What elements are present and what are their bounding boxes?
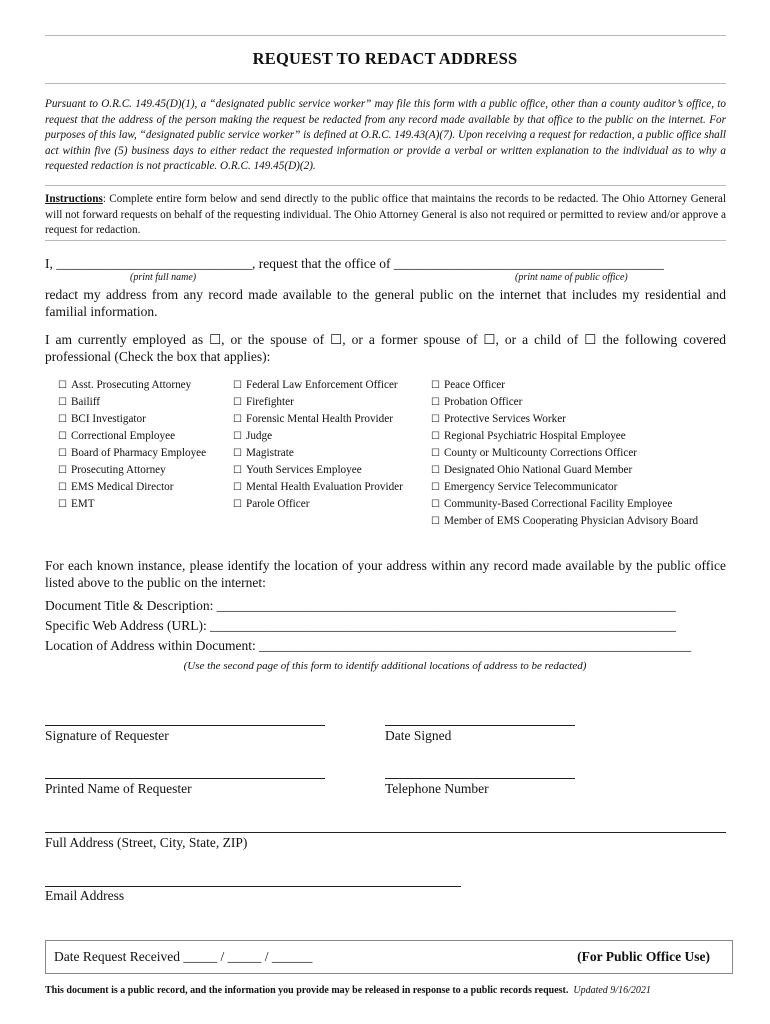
public-record-notice: This document is a public record, and the information you provide may be released in response to a public records request.	[45, 985, 569, 996]
checkbox[interactable]: ☐	[233, 380, 242, 391]
checkbox[interactable]: ☐	[431, 465, 440, 476]
checkbox[interactable]: ☐	[233, 414, 242, 425]
profession-option[interactable]: ☐ Regional Psychiatric Hospital Employee	[431, 430, 626, 442]
profession-option[interactable]: ☐ Mental Health Evaluation Provider	[233, 481, 403, 493]
profession-option[interactable]: ☐ Protective Services Worker	[431, 413, 566, 425]
checkbox[interactable]: ☐	[58, 448, 67, 459]
printed-name-line[interactable]	[45, 778, 325, 779]
checkbox[interactable]: ☐	[233, 448, 242, 459]
profession-column-2	[233, 377, 403, 513]
profession-option[interactable]: ☐ Probation Officer	[431, 396, 523, 408]
profession-option[interactable]: ☐ Parole Officer	[233, 498, 310, 510]
profession-option[interactable]: ☐ BCI Investigator	[58, 413, 146, 425]
profession-option[interactable]: ☐ Asst. Prosecuting Attorney	[58, 379, 192, 391]
date-signed-line[interactable]	[385, 725, 575, 726]
hint-office-name: (print name of public office)	[515, 272, 628, 283]
form-title: REQUEST TO REDACT ADDRESS	[252, 49, 518, 68]
profession-option[interactable]: ☐ EMT	[58, 498, 95, 510]
signature-line[interactable]	[45, 725, 325, 726]
checkbox[interactable]: ☐	[233, 465, 242, 476]
date-signed-label: Date Signed	[385, 728, 452, 743]
date-received-field[interactable]: Date Request Received _____ / _____ / ______	[54, 949, 313, 964]
location-note: (Use the second page of this form to identify additional locations of address to be redacted)	[183, 660, 587, 672]
request-line[interactable]: I, _____________________________, request that the office of ________________________________________	[45, 256, 664, 271]
profession-option[interactable]: ☐ Forensic Mental Health Provider	[233, 413, 393, 425]
hint-full-name: (print full name)	[130, 272, 197, 283]
checkbox[interactable]: ☐	[58, 380, 67, 391]
profession-option[interactable]: ☐ Judge	[233, 430, 273, 442]
checkbox[interactable]: ☐	[58, 482, 67, 493]
profession-option[interactable]: ☐ Youth Services Employee	[233, 464, 362, 476]
instructions-label: Instructions	[45, 193, 103, 205]
footer	[45, 985, 726, 996]
checkbox[interactable]: ☐	[233, 482, 242, 493]
printed-name-label: Printed Name of Requester	[45, 781, 192, 796]
profession-option[interactable]: ☐ Federal Law Enforcement Officer	[233, 379, 398, 391]
address-location-field[interactable]: Location of Address within Document: ________________________________________________________________	[45, 638, 692, 653]
instructions-paragraph	[45, 192, 726, 239]
checkbox[interactable]: ☐	[58, 465, 67, 476]
checkbox[interactable]: ☐	[431, 448, 440, 459]
checkbox[interactable]: ☐	[58, 431, 67, 442]
profession-option[interactable]: ☐ Magistrate	[233, 447, 294, 459]
checkbox[interactable]: ☐	[431, 397, 440, 408]
checkbox[interactable]: ☐	[233, 499, 242, 510]
telephone-line[interactable]	[385, 778, 575, 779]
updated-date: Updated 9/16/2021	[573, 985, 651, 996]
profession-option[interactable]: ☐ Community-Based Correctional Facility Employee	[431, 498, 673, 510]
signature-label: Signature of Requester	[45, 728, 169, 743]
instructions-rule	[45, 240, 726, 241]
location-intro: For each known instance, please identify the location of your address within any record made available by the public office listed above to the public on the internet:	[45, 558, 726, 590]
intro-paragraph: Pursuant to O.R.C. 149.45(D)(1), a “designated public service worker” may file this form with a public office, other than a county auditor’s office, to request that the address of the person making the request be redacted from any record made available by that office to the public on the internet. For purposes of this law, “designated public service worker” is defined at O.R.C. 149.43(A)(7). Upon receiving a request for redaction, a public office shall act within five (5) business days to either redact the requested information or provide a verbal or written explanation to the individual as to why a requested redaction is not practicable. O.R.C. 149.45(D)(2).	[45, 98, 726, 173]
profession-option[interactable]: ☐ EMS Medical Director	[58, 481, 174, 493]
intro-rule	[45, 185, 726, 186]
full-address-label: Full Address (Street, City, State, ZIP)	[45, 835, 248, 850]
employment-paragraph: I am currently employed as ☐, or the spouse of ☐, or a former spouse of ☐, or a child of ☐ the following covered professional (Check the box that applies):	[45, 332, 726, 364]
telephone-label: Telephone Number	[385, 781, 489, 796]
top-rule	[45, 35, 726, 36]
document-title-field[interactable]: Document Title & Description: ____________________________________________________________________	[45, 598, 676, 613]
email-line[interactable]	[45, 886, 461, 887]
checkbox[interactable]: ☐	[233, 397, 242, 408]
profession-option[interactable]: ☐ Correctional Employee	[58, 430, 176, 442]
checkbox[interactable]: ☐	[431, 431, 440, 442]
profession-option[interactable]: ☐ Peace Officer	[431, 379, 505, 391]
checkbox[interactable]: ☐	[431, 414, 440, 425]
full-address-line[interactable]	[45, 832, 726, 833]
profession-option[interactable]: ☐ Member of EMS Cooperating Physician Advisory Board	[431, 515, 699, 527]
office-use-label: (For Public Office Use)	[577, 949, 710, 964]
email-label: Email Address	[45, 888, 125, 903]
profession-column-1	[58, 377, 206, 513]
checkbox[interactable]: ☐	[431, 482, 440, 493]
profession-option[interactable]: ☐ Firefighter	[233, 396, 294, 408]
web-address-field[interactable]: Specific Web Address (URL): _____________________________________________________________________	[45, 618, 676, 633]
profession-option[interactable]: ☐ Prosecuting Attorney	[58, 464, 166, 476]
checkbox[interactable]: ☐	[431, 499, 440, 510]
profession-option[interactable]: ☐ Designated Ohio National Guard Member	[431, 464, 633, 476]
profession-option[interactable]: ☐ Bailiff	[58, 396, 100, 408]
profession-option[interactable]: ☐ Board of Pharmacy Employee	[58, 447, 207, 459]
office-use-box	[45, 940, 733, 974]
checkbox[interactable]: ☐	[233, 431, 242, 442]
profession-option[interactable]: ☐ Emergency Service Telecommunicator	[431, 481, 618, 493]
checkbox[interactable]: ☐	[58, 397, 67, 408]
checkbox[interactable]: ☐	[58, 414, 67, 425]
checkbox[interactable]: ☐	[58, 499, 67, 510]
request-continuation: redact my address from any record made available to the general public on the internet that includes my residential and familial information.	[45, 287, 726, 319]
profession-option[interactable]: ☐ County or Multicounty Corrections Officer	[431, 447, 638, 459]
checkbox[interactable]: ☐	[431, 380, 440, 391]
profession-column-3	[431, 377, 705, 530]
instructions-text: : Complete entire form below and send directly to the public office that maintains the records to be redacted. The Ohio Attorney General will not forward requests on behalf of the requesting individual. The Ohio Attorney General is also not required or permitted to review and/or approve a request for redaction.	[45, 193, 726, 237]
checkbox[interactable]: ☐	[431, 516, 440, 527]
title-rule	[45, 83, 726, 84]
